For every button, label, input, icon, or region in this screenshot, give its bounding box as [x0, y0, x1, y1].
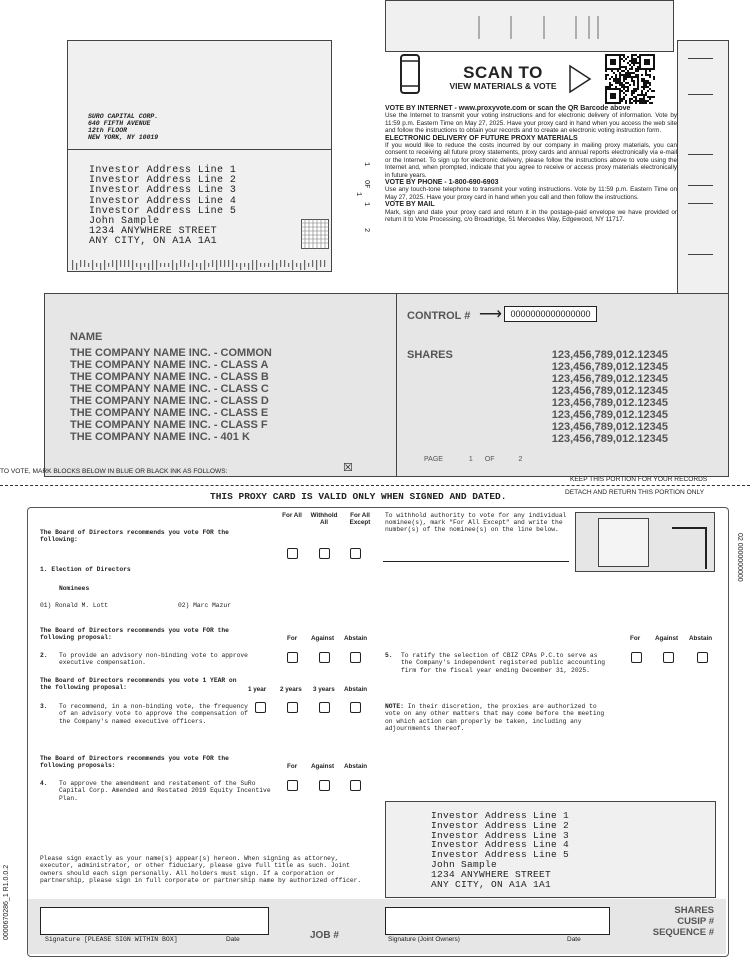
joint-date-label: Date: [567, 936, 581, 943]
barcode-bar: [284, 260, 285, 267]
phone-icon: [400, 54, 420, 94]
phone-body: Use any touch-tone telephone to transmit your voting instructions. Vote by 11:59 p.m. Eastern Time on May 27, 2025. Have your proxy card in hand when you call and then follow the instructions.: [385, 186, 677, 201]
barcode-bar: [80, 260, 81, 267]
barcode-bar: [204, 260, 205, 270]
barcode-bar: [108, 263, 109, 267]
scan-banner: [396, 52, 676, 106]
item-5-num: 5.: [385, 652, 393, 659]
company-name: THE COMPANY NAME INC. - CLASS E: [70, 407, 269, 419]
barcode-bar: [196, 263, 197, 267]
company-name: THE COMPANY NAME INC. - CLASS A: [70, 359, 269, 371]
checkbox-for-all-except[interactable]: [350, 548, 361, 559]
return-address: [88, 113, 158, 141]
address-line: Investor Address Line 1: [431, 810, 570, 821]
control-label: CONTROL #: [407, 310, 471, 322]
barcode-bar: [200, 263, 201, 270]
checkbox-withhold-all[interactable]: [319, 548, 330, 559]
shares-value: 123,456,789,012.12345: [551, 373, 668, 385]
barcode-bar: [268, 263, 269, 267]
return-address-window: [385, 801, 716, 898]
internet-title: VOTE BY INTERNET - www.proxyvote.com or scan the QR Barcode above: [385, 105, 631, 112]
item-5: To ratify the selection of CBIZ CPAs P.C.to serve as the Company's independent registered public accounting firm for the fiscal year ending December 31, 2025.: [401, 652, 606, 674]
barcode-bar: [292, 260, 293, 270]
col-abstain: Abstain: [344, 686, 368, 693]
arrow-icon: ⟶: [479, 306, 502, 323]
barcode-bar: [320, 260, 321, 267]
electronic-body: If you would like to reduce the costs incurred by our company in mailing proxy materials, you can consent to receiving all future proxy statements, proxy cards and annual reports electronically via e-mail or the Internet. To sign up for electronic delivery, please follow the instructions above to vote using the Internet and, when prompted, indicate that you agree to receive or access proxy materials electronically in future years.: [385, 142, 677, 179]
phone-title: VOTE BY PHONE - 1-800-690-6903: [385, 179, 499, 187]
barcode-bar: [264, 263, 265, 267]
checkbox-item5-for[interactable]: [631, 652, 642, 663]
address-line: Investor Address Line 2: [89, 175, 237, 187]
joint-date-box[interactable]: [565, 907, 610, 935]
checkbox-for-all[interactable]: [287, 548, 298, 559]
barcode-bar: [168, 263, 169, 267]
recommendation-1: The Board of Directors recommends you vote FOR the following:: [40, 529, 229, 544]
barcode-bar: [220, 260, 221, 267]
item-4: To approve the amendment and restatement of the SuRo Capital Corp. Amended and Restated 2019 Equity Incentive Plan.: [59, 780, 271, 802]
barcode-bar: [156, 260, 157, 270]
item-3: To recommend, in a non-binding vote, the frequency of an advisory vote to approve the compensation of the Company's named executive officers.: [59, 703, 248, 725]
checkbox-item3-3years[interactable]: [319, 702, 330, 713]
sample-mark-icon: ☒: [343, 462, 353, 474]
postnet-barcode: [386, 1, 673, 51]
job-number: JOB #: [310, 930, 339, 941]
company-name: THE COMPANY NAME INC. - CLASS B: [70, 371, 269, 383]
note-text: In their discretion, the proxies are authorized to vote on any other matters that may come before the meeting on which action can properly be taken, including any adjournments thereof.: [385, 703, 605, 733]
address-line: Investor Address Line 1: [89, 165, 237, 176]
shares-value: 123,456,789,012.12345: [551, 433, 668, 445]
checkbox-item3-abstain[interactable]: [350, 702, 361, 713]
barcode-bar: [232, 260, 233, 270]
address-line: Investor Address Line 4: [89, 195, 237, 207]
date-box[interactable]: [224, 907, 269, 935]
barcode-bar: [240, 263, 241, 270]
barcode-bar: [272, 260, 273, 270]
company-name: THE COMPANY NAME INC. - COMMON: [70, 347, 272, 359]
page-num: 1: [468, 456, 473, 463]
barcode-bar: [188, 263, 189, 267]
col-for: For: [630, 635, 641, 642]
barcode-bar: [136, 263, 137, 267]
barcode-bar: [132, 260, 133, 270]
barcode-bar: [96, 263, 97, 267]
return-line: SURO CAPITAL CORP.: [88, 113, 159, 120]
col-3-years: 3 years: [313, 686, 335, 693]
barcode-bar: [164, 263, 165, 267]
address-line: Investor Address Line 2: [431, 819, 570, 831]
barcode-bar: [92, 260, 93, 270]
shares-value: 123,456,789,012.12345: [551, 349, 668, 361]
side-code-left: 0000670286_1 R1.0.0.2: [3, 864, 10, 940]
vote-instructions: [385, 105, 677, 224]
item-1: 1. Election of Directors: [40, 566, 131, 573]
col-against: Against: [655, 635, 679, 642]
col-abstain: Abstain: [689, 635, 713, 642]
barcode-bar: [304, 260, 305, 270]
barcode-bar: [192, 260, 193, 270]
barcode-bar: [76, 263, 77, 270]
checkbox-item4-abstain[interactable]: [350, 780, 361, 791]
shares-value: 123,456,789,012.12345: [551, 409, 668, 421]
recommendation-2: The Board of Directors recommends you vote FOR the following proposal:: [40, 627, 229, 642]
col-for: For: [287, 635, 298, 642]
top-barcode-box: [385, 0, 674, 52]
col-2-years: 2 years: [280, 686, 302, 693]
control-number-box: [504, 306, 597, 322]
ink-instruction: TO VOTE, MARK BLOCKS BELOW IN BLUE OR BLACK INK AS FOLLOWS:: [0, 468, 228, 475]
company-name: THE COMPANY NAME INC. - CLASS C: [70, 383, 269, 395]
nominee-write-line[interactable]: [383, 561, 569, 562]
page-indicator: [424, 456, 522, 463]
barcode-bar: [88, 263, 89, 267]
barcode-bar: [152, 260, 153, 270]
mailing-address: [89, 166, 236, 248]
electronic-title: ELECTRONIC DELIVERY OF FUTURE PROXY MATERIALS: [385, 134, 578, 142]
side-stub: [677, 40, 729, 295]
col-withhold-all: Withhold All: [310, 512, 338, 526]
checkbox-item3-1year[interactable]: [255, 702, 266, 713]
barcode-bar: [84, 260, 85, 267]
barcode-bar: [160, 263, 161, 267]
detach-portion: DETACH AND RETURN THIS PORTION ONLY: [565, 489, 705, 496]
names-box: [44, 293, 398, 477]
counter-digit: 2: [362, 228, 370, 233]
barcode-bar: [224, 260, 225, 267]
names-header: NAME: [70, 331, 103, 343]
barcode-bar: [236, 263, 237, 267]
arrow-right-icon: [568, 64, 592, 94]
shares-label: SHARES: [407, 349, 453, 361]
barcode-bar: [276, 263, 277, 270]
barcode-bar: [260, 263, 261, 267]
barcode-bar: [288, 263, 289, 267]
item-4-num: 4.: [40, 780, 48, 787]
scan-subtitle: VIEW MATERIALS & VOTE: [449, 81, 557, 91]
footer-sequence: SEQUENCE #: [652, 927, 714, 938]
checkbox-item4-for[interactable]: [287, 780, 298, 791]
barcode-bar: [128, 260, 129, 267]
barcode-bar: [248, 263, 249, 270]
address-line: 1234 ANYWHERE STREET: [89, 226, 218, 238]
counter-digit: 1: [362, 202, 370, 207]
item-2: To provide an advisory non-binding vote to approve executive compensation.: [59, 652, 248, 667]
valid-notice: THIS PROXY CARD IS VALID ONLY WHEN SIGNED AND DATED.: [210, 491, 507, 502]
footer-codes: [630, 905, 714, 938]
barcode-bar: [312, 260, 313, 267]
joint-signature-label: Signature (Joint Owners): [388, 936, 460, 943]
address-line: John Sample: [89, 216, 160, 228]
mail-body: Mark, sign and date your proxy card and return it in the postage-paid envelope we have provided or return it to Vote Processing, c/o Broadridge, 51 Mercedes Way, Edgewood, NY 11717.: [385, 208, 677, 224]
col-against: Against: [311, 635, 335, 642]
barcode-window: [575, 512, 715, 572]
barcode-bar: [116, 260, 117, 270]
return-line: 640 FIFTH AVENUE: [88, 120, 151, 127]
col-for: For: [287, 763, 298, 770]
shares-value: 123,456,789,012.12345: [551, 421, 668, 433]
col-abstain: Abstain: [344, 635, 368, 642]
barcode-bar: [296, 263, 297, 267]
address-line: Investor Address Line 4: [431, 839, 570, 851]
barcode-bar: [100, 263, 101, 270]
checkbox-item3-2years[interactable]: [287, 702, 298, 713]
counter-digit: 1: [354, 192, 362, 197]
footer-shares: SHARES: [674, 905, 714, 916]
barcode-bar: [256, 260, 257, 270]
withhold-instructions: To withhold authority to vote for any individual nominee(s), mark "For All Except" and write the number(s) of the nominee(s) on the line below.: [385, 512, 567, 533]
checkbox-item2-abstain[interactable]: [350, 652, 361, 663]
company-name: THE COMPANY NAME INC. - 401 K: [70, 431, 250, 443]
footer-cusip: CUSIP #: [677, 916, 714, 927]
scan-title: SCAN TO: [463, 63, 543, 82]
col-1-year: 1 year: [248, 686, 267, 693]
barcode-bar: [180, 260, 181, 267]
barcode-bar: [172, 260, 173, 270]
address-line: 1234 ANYWHERE STREET: [431, 868, 552, 880]
barcode-bar: [228, 260, 229, 267]
barcode-bar: [244, 263, 245, 267]
barcode-bar: [140, 263, 141, 270]
shares-value: 123,456,789,012.12345: [551, 385, 668, 397]
address-line: ANY CITY, ON A1A 1A1: [431, 878, 552, 890]
address-line: Investor Address Line 3: [89, 185, 237, 197]
barcode-bar: [300, 263, 301, 270]
barcode-bar: [112, 260, 113, 267]
date-label: Date: [226, 936, 240, 943]
shares-value: 123,456,789,012.12345: [551, 361, 668, 373]
signature-label: Signature [PLEASE SIGN WITHIN BOX]: [45, 936, 178, 943]
company-name: THE COMPANY NAME INC. - CLASS D: [70, 395, 269, 407]
checkbox-item5-against[interactable]: [663, 652, 674, 663]
barcode-bar: [316, 260, 317, 270]
qr-code: [603, 52, 659, 106]
page-total: 2: [518, 456, 523, 463]
barcode-bar: [124, 260, 125, 267]
nominee-1: 01) Ronald M. Lott: [40, 602, 109, 609]
joint-signature-box[interactable]: [385, 907, 567, 935]
address-line: Investor Address Line 3: [431, 829, 570, 841]
checkbox-item2-for[interactable]: [287, 652, 298, 663]
tear-line: [0, 485, 750, 486]
barcode-bar: [104, 260, 105, 270]
barcode-bar: [212, 260, 213, 267]
address-line: ANY CITY, ON A1A 1A1: [89, 236, 218, 248]
nominees-label: Nominees: [59, 585, 90, 592]
note-label: NOTE:: [385, 703, 404, 710]
2d-barcode: [301, 219, 329, 249]
barcode-bar: [208, 263, 209, 267]
address-line: John Sample: [431, 858, 498, 870]
counter-of: OF: [362, 180, 370, 189]
address-line: Investor Address Line 5: [431, 849, 570, 861]
col-for-all: For All: [282, 512, 302, 519]
barcode-bar: [120, 260, 121, 267]
item-3-num: 3.: [40, 703, 48, 710]
recommendation-4: The Board of Directors recommends you vote FOR the following proposals:: [40, 755, 229, 770]
signature-box[interactable]: [40, 907, 226, 935]
keep-portion: KEEP THIS PORTION FOR YOUR RECORDS: [570, 476, 708, 483]
barcode-bar: [184, 260, 185, 267]
sign-instructions: Please sign exactly as your name(s) appear(s) hereon. When signing as attorney, executor, administrator, or other fiduciary, please give full title as such. Joint owners should each sign personally. All holders must sign. If a corporation or partnership, please sign in full corporate or partnership name by authorized officer.: [40, 855, 362, 885]
address-line: Investor Address Line 5: [89, 205, 237, 217]
barcode-bar: [144, 263, 145, 267]
shares-value: 123,456,789,012.12345: [551, 397, 668, 409]
barcode-bar: [72, 260, 73, 270]
imb-barcode: [70, 260, 328, 270]
return-line: 12th FLOOR: [88, 127, 128, 134]
barcode-bar: [308, 263, 309, 267]
checkbox-item5-abstain[interactable]: [697, 652, 708, 663]
internet-body: Use the Internet to transmit your voting instructions and for electronic delivery of information. Vote by 11:59 p.m. Eastern Time on May 27, 2025. Have your proxy card in hand when you access the web site and follow the instructions to obtain your records and to create an electronic voting instruction form.: [385, 112, 677, 135]
page-of: OF: [484, 456, 495, 463]
col-against: Against: [311, 763, 335, 770]
recommendation-3: The Board of Directors recommends you vote 1 YEAR on the following proposal:: [40, 677, 237, 692]
checkbox-item2-against[interactable]: [319, 652, 330, 663]
envelope-window: [67, 40, 332, 272]
barcode-bar: [176, 263, 177, 270]
barcode-bar: [148, 263, 149, 270]
side-code-right: 02 0000000000: [736, 533, 743, 582]
shares-box: [396, 293, 729, 477]
barcode-bar: [216, 260, 217, 270]
return-line: NEW YORK, NY 10019: [88, 134, 159, 141]
item-2-num: 2.: [40, 652, 48, 659]
col-abstain: Abstain: [344, 763, 368, 770]
mail-title: VOTE BY MAIL: [385, 201, 435, 209]
barcode-bar: [252, 260, 253, 270]
col-for-all-except: For All Except: [349, 512, 371, 526]
company-name: THE COMPANY NAME INC. - CLASS F: [70, 419, 268, 431]
note: [385, 703, 607, 733]
counter-digit: 1: [362, 162, 370, 167]
barcode-bar: [280, 260, 281, 267]
checkbox-item4-against[interactable]: [319, 780, 330, 791]
page-label: PAGE: [424, 456, 443, 463]
control-number: 0000000000000000: [510, 309, 591, 319]
barcode-bar: [324, 260, 325, 267]
nominee-2: 02) Marc Mazur: [178, 602, 231, 609]
